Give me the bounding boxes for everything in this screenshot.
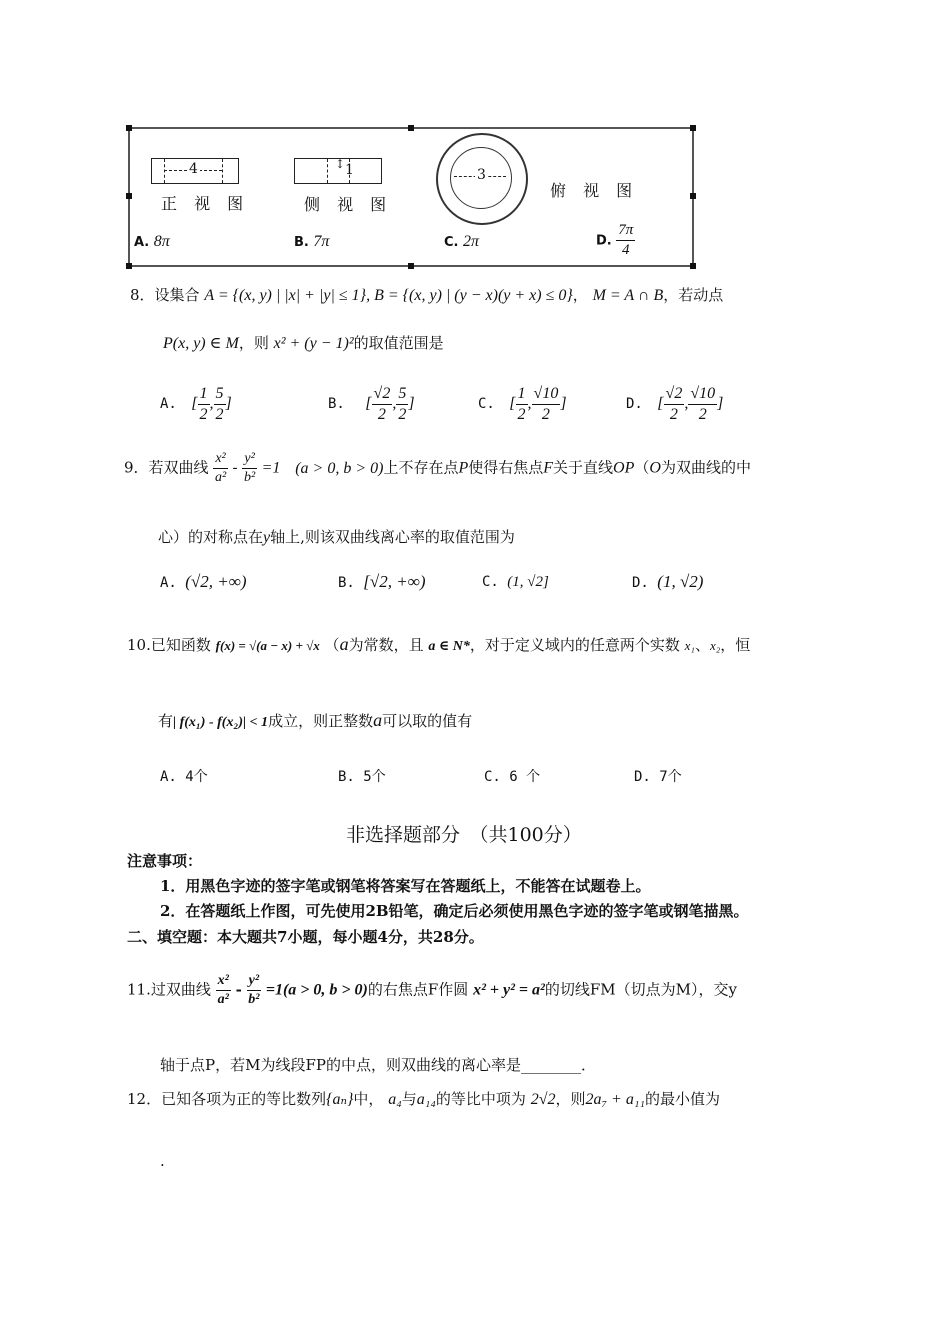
figure-option-a[interactable]: A. 8π xyxy=(134,233,170,250)
q8-line-2: P(x, y) ∈ M，则 x² + (y − 1)²的取值范围是 xyxy=(163,334,444,352)
resize-handle[interactable] xyxy=(690,193,696,199)
section-title: 非选择题部分 （共100分） xyxy=(346,824,582,846)
resize-handle[interactable] xyxy=(126,263,132,269)
q9-option-b[interactable]: B. [√2, +∞) xyxy=(338,572,426,591)
q12-line-2: . xyxy=(160,1152,165,1170)
q9-line-1: 9．若双曲线 $\frac{\text{x²}}{\text{a²}}$ - $\frac{\text{y²}}{\text{b²}}$ =1 (a > 0, b > 0)上不存在点P使得右焦点F关于直线OP（O为双曲线的中 xyxy=(124,451,751,485)
notice-title: 注意事项： xyxy=(127,852,203,870)
notice-item-1: 1．用黑色字迹的签字笔或钢笔将答案写在答题纸上，不能答在试题卷上。 xyxy=(160,877,651,895)
q12-line-1: 12．已知各项为正的等比数列{aₙ}中， a₄与a₁₄的等比中项为 2√2，则2a₇ + a₁₁的最小值为 xyxy=(127,1090,720,1108)
side-view-label: 侧 视 图 xyxy=(304,195,393,214)
three-view-figure xyxy=(128,127,694,267)
q10-line-2: 有| f(x₁) - f(x₂)| < 1成立，则正整数a可以取的值有 xyxy=(158,710,473,730)
resize-handle[interactable] xyxy=(408,263,414,269)
front-view-dimension: 4 xyxy=(189,161,198,177)
figure-option-d[interactable]: D. $\frac{7\pi}{4}$ xyxy=(596,222,634,258)
figure-option-c[interactable]: C. 2π xyxy=(444,233,479,250)
top-view-label: 俯 视 图 xyxy=(550,181,639,200)
q8-set-a: A = {(x, y) | |x| + |y| ≤ 1} xyxy=(204,287,367,304)
resize-handle[interactable] xyxy=(690,125,696,131)
top-view-dimension: 3 xyxy=(477,167,486,183)
resize-handle[interactable] xyxy=(690,263,696,269)
q9-option-a[interactable]: A. (√2, +∞) xyxy=(160,572,247,591)
q10-option-c[interactable]: C. 6 个 xyxy=(484,769,541,785)
resize-handle[interactable] xyxy=(408,125,414,131)
q8-line-1: 8．设集合 A = {(x, y) | |x| + |y| ≤ 1}, B = {(x, y) | (y − x)(y + x) ≤ 0}， M = A ∩ B，若动点 xyxy=(130,286,724,304)
part-two-heading: 二、填空题：本大题共7小题，每小题4分，共28分。 xyxy=(127,928,484,946)
q9-option-c[interactable]: C. (1, √2] xyxy=(482,574,549,590)
q8-option-d[interactable]: D. [ $\frac{√2}{2}$ , $\frac{√10}{2}$ ] xyxy=(626,385,724,423)
q8-option-c[interactable]: C. [ $\frac{1}{2}$ , $\frac{√10}{2}$ ] xyxy=(478,385,567,423)
q9-line-2: 心）的对称点在y轴上,则该双曲线离心率的取值范围为 xyxy=(158,528,515,546)
q11-line-2: 轴于点P，若M为线段FP的中点，则双曲线的离心率是________． xyxy=(160,1056,596,1074)
figure-option-b[interactable]: B. 7π xyxy=(294,233,330,250)
front-view-rect xyxy=(151,158,239,184)
resize-handle[interactable] xyxy=(126,193,132,199)
q11-line-1: 11.过双曲线 $\frac{\text{x²}}{\text{a²}}$ - $\frac{\text{y²}}{\text{b²}}$ =1(a > 0, b > 0)的右焦点F作圆 x² + y² = a²的切线FM（切点为M），交y xyxy=(127,973,737,1007)
notice-item-2: 2．在答题纸上作图，可先使用2B铅笔，确定后必须使用黑色字迹的签字笔或钢笔描黑。 xyxy=(160,902,749,920)
q10-option-a[interactable]: A. 4个 xyxy=(160,769,208,785)
q10-option-b[interactable]: B. 5个 xyxy=(338,769,386,785)
q10-option-d[interactable]: D. 7个 xyxy=(634,769,682,785)
side-view-dimension: 1 xyxy=(345,162,354,178)
q8-option-a[interactable]: A. [ $\frac{1}{2}$ , $\frac{5}{2}$ ] xyxy=(160,385,232,423)
q8-option-b[interactable]: B. [ $\frac{√2}{2}$ , $\frac{5}{2}$ ] xyxy=(328,385,415,423)
front-view-label: 正 视 图 xyxy=(161,194,250,213)
q8-set-b: , B = {(x, y) | (y − x)(y + x) ≤ 0} xyxy=(366,287,573,304)
q9-option-d[interactable]: D. (1, √2) xyxy=(632,572,704,591)
q8-set-m: M = A ∩ B xyxy=(592,287,664,304)
side-view-rect: ↕ 1 xyxy=(294,158,382,184)
resize-handle[interactable] xyxy=(126,125,132,131)
q10-line-1: 10.已知函数 f(x) = √(a − x) + √x （a为常数，且 a ∈ N*，对于定义域内的任意两个实数 x₁、x₂，恒 xyxy=(127,634,751,654)
